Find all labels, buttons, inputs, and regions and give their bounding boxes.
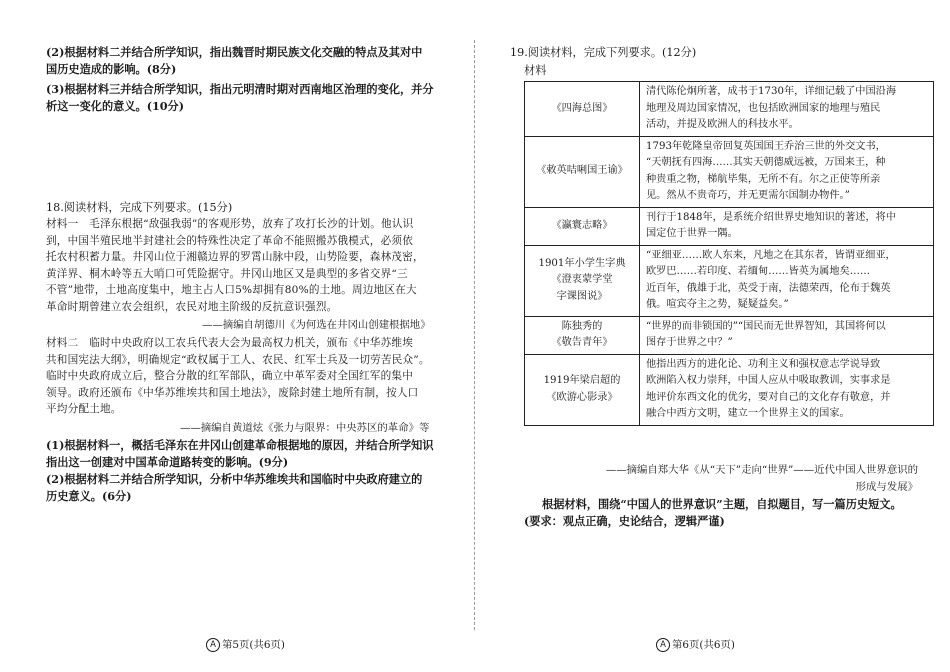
q17-part3: (3)根据材料三并结合所学知识，指出元明清时期对西南地区治理的变化，并分 析这一变化的意义。(10分) bbox=[46, 82, 434, 113]
page-divider bbox=[474, 40, 475, 630]
page-6 bbox=[478, 0, 950, 672]
book-cell: 《四海总图》 bbox=[525, 82, 640, 137]
table-row bbox=[525, 207, 934, 245]
description-cell: 刊行于1848年，是系统介绍世界史地知识的著述，将中 国定位于世界一隅。 bbox=[640, 207, 934, 245]
book-cell: 《瀛寰志略》 bbox=[525, 207, 640, 245]
paper-mark-icon: A bbox=[656, 638, 670, 652]
book-cell: 1919年梁启超的 《欧游心影录》 bbox=[525, 354, 640, 425]
book-cell: 陈独秀的 《敬告青年》 bbox=[525, 316, 640, 354]
q19-requirements: (要求：观点正确，史论结合，逻辑严谨) bbox=[524, 514, 725, 528]
q19-source: ——摘编自郑大华《从“天下”走向“世界”——近代中国人世界意识的 形成与发展》 bbox=[605, 464, 918, 493]
table-row bbox=[525, 82, 934, 137]
table-row bbox=[525, 316, 934, 354]
q18-title: 18.阅读材料，完成下列要求。(15分) bbox=[46, 201, 233, 214]
description-cell: 他指出西方的进化论、功利主义和强权意志学说导致 欧洲陷入权力崇拜，中国人应从中吸取教训，实事求是 地评价东西文化的优劣，要对自己的文化存有敬意，并 融合中西方文明，建立一个世界主义的国家。 bbox=[640, 354, 934, 425]
q18-part2: (2)根据材料二并结合所学知识，分析中华苏维埃共和国临时中央政府建立的 历史意义。(6分) bbox=[46, 472, 423, 503]
q18-source-2: ——摘编自黄道炫《张力与限界：中央苏区的革命》等 bbox=[180, 422, 430, 434]
description-cell: “亚细亚……欧人东来，凡地之在其东者，皆谓亚细亚， 欧罗巴……若印度、若缅甸……皆英为属地矣…… 近百年，俄雄于北，英受于南，法德荣西，伦布于魏英 俄。喧宾夺主之势，疑疑益矣。” bbox=[640, 245, 934, 316]
q19-material-label: 材料 bbox=[524, 64, 547, 77]
q19-material-table bbox=[524, 81, 934, 426]
q18-material-1: 材料一 毛泽东根据“敌强我弱”的客观形势，放弃了攻打长沙的计划。他认识 到，中国半殖民地半封建社会的特殊性决定了革命不能照搬苏俄模式，必须依 托农村积蓄力量。井冈山位于湘赣边界的罗霄山脉中段，山势险要，森林茂密， 黄洋界、桐木岭等五大哨口可凭险据守。井冈山地区又是典型的多省交界“三 不管”地带，土地高度集中，地主占人口5%却拥有80%的土地。周边地区在大 革命时期曾建立农会组织，农民对地主阶级的反抗意识强烈。 bbox=[46, 218, 424, 313]
q19-title: 19.阅读材料，完成下列要求。(12分) bbox=[510, 46, 697, 59]
book-cell: 《敕英咭唎国王谕》 bbox=[525, 136, 640, 207]
description-cell: 清代陈伦炯所著，成书于1730年，详细记载了中国沿海 地理及周边国家情况，也包括欧洲国家的地理与殖民 活动，并提及欧洲人的科技水平。 bbox=[640, 82, 934, 137]
page-number-5: A 第5页(共6页) bbox=[206, 636, 285, 652]
q17-part2: (2)根据材料二并结合所学知识，指出魏晋时期民族文化交融的特点及其对中 国历史造成的影响。(8分) bbox=[46, 45, 423, 76]
q18-source-1: ——摘编自胡德川《为何选在井冈山创建根据地》 bbox=[202, 319, 431, 331]
page-number-6: A 第6页(共6页) bbox=[656, 636, 735, 652]
book-cell: 1901年小学生字典 《澄衷蒙学堂 字课图说》 bbox=[525, 245, 640, 316]
page-5 bbox=[0, 0, 472, 672]
q18-part1: (1)根据材料一，概括毛泽东在井冈山创建革命根据地的原因，并结合所学知识 指出这一创建对中国革命道路转变的影响。(9分) bbox=[46, 438, 434, 469]
description-cell: “世界的而非锁国的”“国民而无世界智知，其国将何以 图存于世界之中？” bbox=[640, 316, 934, 354]
paper-mark-icon: A bbox=[206, 638, 220, 652]
q18-material-2: 材料二 临时中央政府以工农兵代表大会为最高权力机关，颁布《中华苏维埃 共和国宪法大纲》，明确规定“政权属于工人、农民、红军士兵及一切劳苦民众”。 临时中央政府成立后，整合分散的红军部队，确立中革军委对全国红军的集中 领导。政府还颁布《中华苏维埃共和国土地法》，废除封建土地所有制，按人口 平均分配土地。 bbox=[46, 337, 430, 415]
table-row bbox=[525, 136, 934, 207]
table-row bbox=[525, 354, 934, 425]
table-row bbox=[525, 245, 934, 316]
q19-task: 根据材料，围绕“中国人的世界意识”主题，自拟题目，写一篇历史短文。 bbox=[542, 497, 902, 511]
description-cell: 1793年乾隆皇帝回复英国国王乔治三世的外交文书， “天朝抚有四海……其实天朝德威远被，万国来王，种 种贵重之物，梯航毕集，无所不有。尔之正使等所亲 见。然从不贵奇巧，并无更需尔国制办物件。” bbox=[640, 136, 934, 207]
